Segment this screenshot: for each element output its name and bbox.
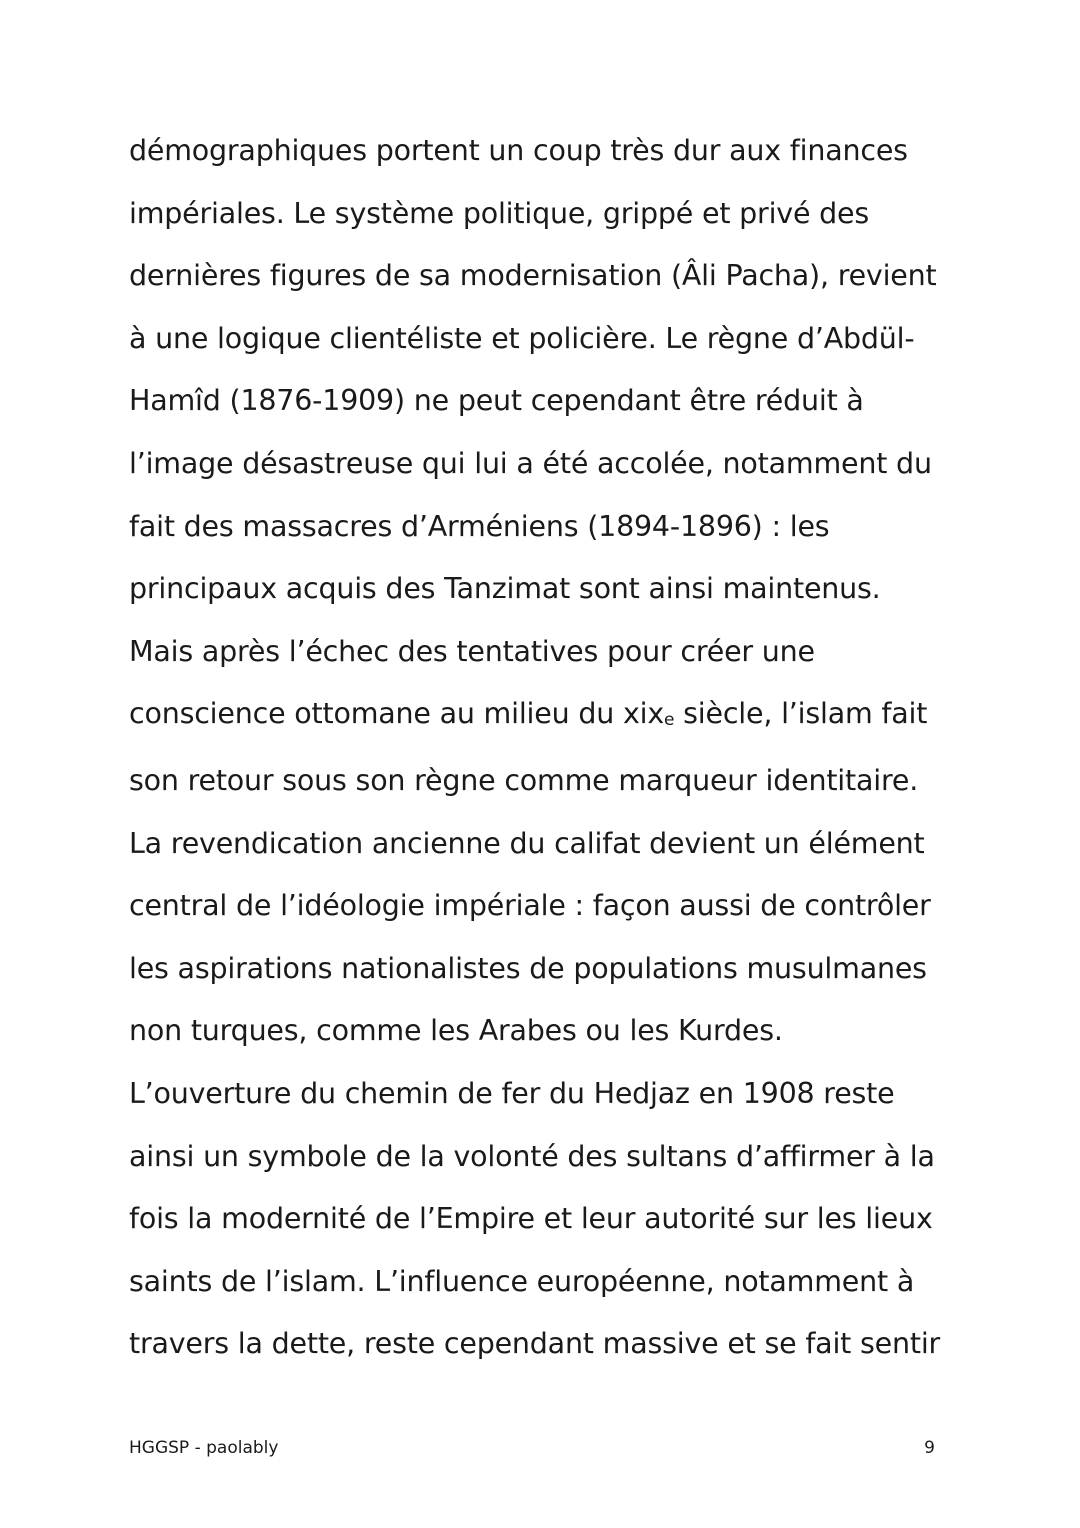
text-line: ainsi un symbole de la volonté des sultans d’affirmer à la: [129, 1139, 935, 1173]
text-line: principaux acquis des Tanzimat sont ainsi maintenus.: [129, 572, 881, 606]
text-line: travers la dette, reste cependant massive et se fait sentir: [129, 1327, 941, 1361]
text-line: Hamîd (1876-1909) ne peut cependant être réduit à: [129, 384, 864, 418]
text-line: démographiques portent un coup très dur aux finances: [129, 134, 908, 167]
text-line: les aspirations nationalistes de populations musulmanes: [129, 951, 927, 985]
text-line: dernières figures de sa modernisation (Âli Pacha), revient: [129, 259, 937, 293]
body-paragraph: [129, 120, 949, 1376]
century-suffix: e: [664, 710, 675, 731]
text-line: fait des massacres d’Arméniens (1894-1896) : les: [129, 509, 830, 543]
text-line: non turques, comme les Arabes ou les Kurdes.: [129, 1014, 783, 1048]
text-segment: siècle, l’islam fait: [674, 697, 928, 731]
text-line: L’ouverture du chemin de fer du Hedjaz en 1908 reste: [129, 1076, 895, 1110]
text-line: saints de l’islam. L’influence européenne, notamment à: [129, 1264, 915, 1298]
text-line: son retour sous son règne comme marqueur identitaire.: [129, 763, 919, 797]
text-segment: conscience ottomane au milieu du xix: [129, 697, 664, 731]
text-line: fois la modernité de l’Empire et leur autorité sur les lieux: [129, 1202, 933, 1236]
text-line: central de l’idéologie impériale : façon aussi de contrôler: [129, 889, 931, 923]
text-line: Mais après l’échec des tentatives pour créer une: [129, 634, 815, 668]
text-line: à une logique clientéliste et policière. Le règne d’Abdül-: [129, 321, 915, 355]
footer-label: HGGSP - paolably: [129, 1438, 279, 1458]
text-line: impériales. Le système politique, grippé et privé des: [129, 196, 870, 230]
page-number: 9: [924, 1438, 935, 1458]
text-line: La revendication ancienne du califat devient un élément: [129, 826, 925, 860]
text-line: l’image désastreuse qui lui a été accolée, notamment du: [129, 446, 932, 480]
text-line-with-century: [129, 683, 949, 750]
